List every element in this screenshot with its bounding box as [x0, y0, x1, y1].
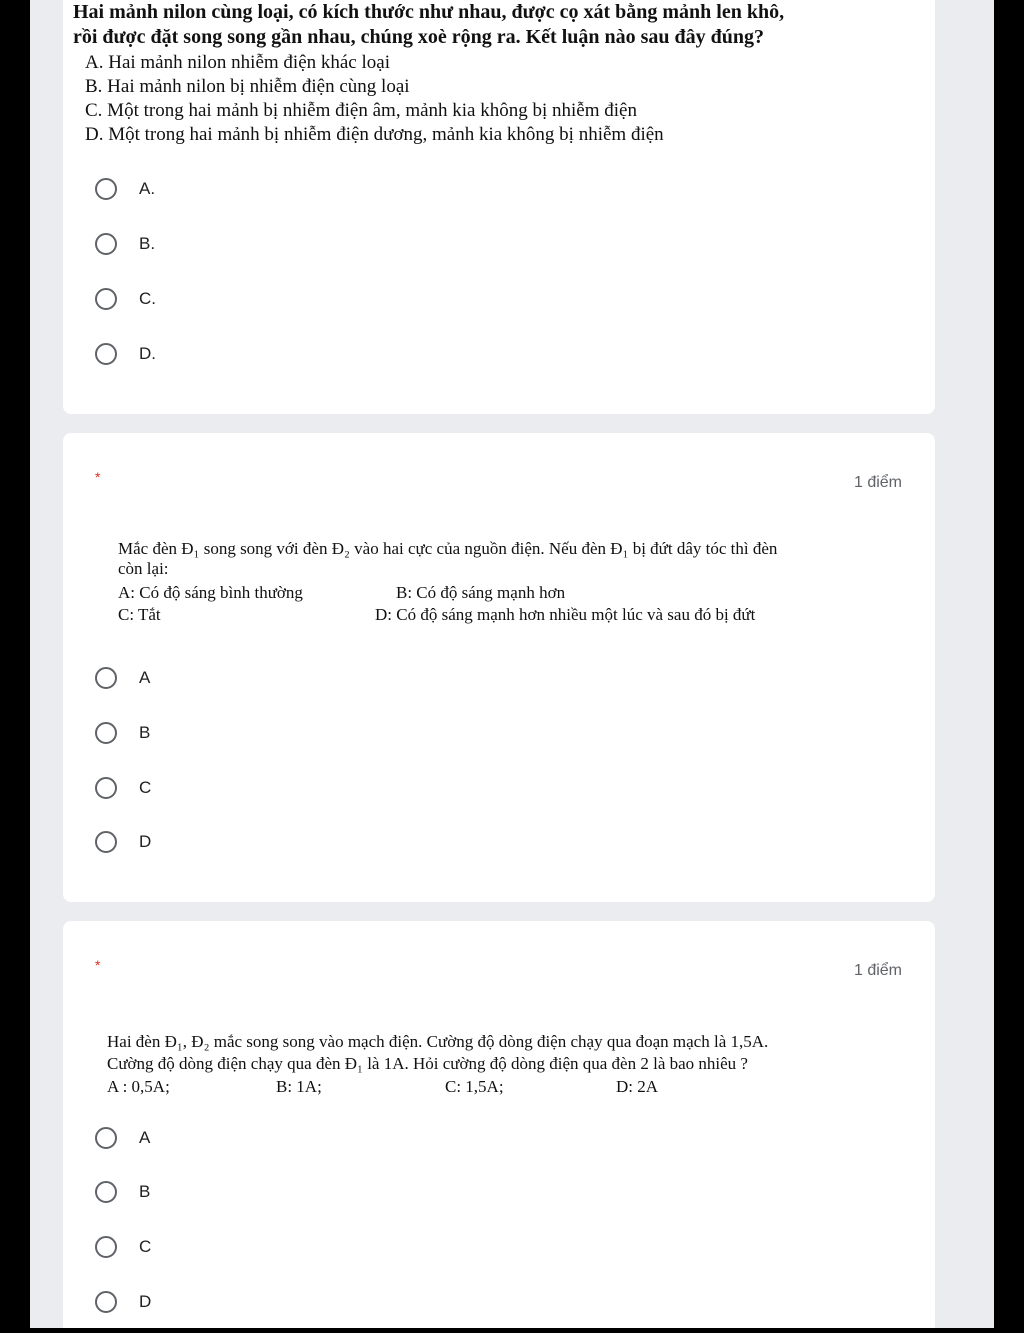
choice-text-a: A. Hai mảnh nilon nhiễm điện khác loại [85, 52, 390, 73]
option-label: D [139, 832, 152, 851]
question-card-1 [63, 0, 935, 414]
option-label: B [139, 1182, 151, 1201]
choice-text-c: C: Tắt [118, 605, 161, 624]
form-page [30, 0, 994, 1328]
choice-text-d: D. Một trong hai mảnh bị nhiễm điện dương, mảnh kia không bị nhiễm điện [85, 124, 664, 145]
radio-option-a[interactable] [95, 1123, 150, 1153]
choice-text-c: C: 1,5A; [445, 1077, 504, 1096]
radio-button[interactable] [95, 1236, 117, 1258]
choice-text-a: A: Có độ sáng bình thường [118, 583, 303, 602]
question-card-3 [63, 921, 935, 1328]
option-label: A [139, 668, 151, 687]
radio-button[interactable] [95, 1127, 117, 1149]
radio-option-c[interactable] [95, 284, 156, 314]
choice-text-b: B. Hai mảnh nilon bị nhiễm điện cùng loại [85, 76, 410, 97]
option-label: D. [139, 344, 156, 363]
question-card-2 [63, 433, 935, 902]
radio-button[interactable] [95, 777, 117, 799]
option-label: B [139, 723, 151, 742]
radio-button[interactable] [95, 722, 117, 744]
radio-option-a[interactable] [95, 663, 150, 693]
points-label: 1 điểm [853, 474, 902, 491]
radio-option-b[interactable] [95, 229, 155, 259]
option-label: C. [139, 289, 156, 308]
option-label: C [139, 778, 152, 797]
radio-button[interactable] [95, 343, 117, 365]
radio-option-c[interactable] [95, 1232, 151, 1262]
radio-button[interactable] [95, 1181, 117, 1203]
radio-button[interactable] [95, 178, 117, 200]
required-asterisk: * [95, 469, 101, 485]
radio-option-b[interactable] [95, 718, 150, 748]
radio-button[interactable] [95, 288, 117, 310]
option-label: B. [139, 234, 156, 253]
radio-option-a[interactable] [95, 174, 155, 204]
radio-option-d[interactable] [95, 827, 151, 857]
radio-option-b[interactable] [95, 1177, 150, 1207]
question-choices [85, 51, 664, 147]
option-label: A [139, 1128, 151, 1147]
radio-button[interactable] [95, 667, 117, 689]
points-label: 1 điểm [853, 962, 902, 979]
choice-text-b: B: Có độ sáng mạnh hơn [396, 583, 566, 602]
choice-text-b: B: 1A; [276, 1077, 322, 1096]
radio-option-d[interactable] [95, 339, 156, 369]
question-text: Mắc đèn Đ₁ song song với đèn Đ₂ vào hai cực của nguồn điện. Nếu đèn Đ₁ bị đứt dây tóc thì đèn còn lại: [118, 539, 778, 578]
radio-option-d[interactable] [95, 1287, 151, 1317]
option-label: C [139, 1237, 152, 1256]
choice-text-d: D: Có độ sáng mạnh hơn nhiều một lúc và sau đó bị đứt [375, 605, 756, 624]
choice-text-d: D: 2A [616, 1077, 659, 1096]
choice-text-c: C. Một trong hai mảnh bị nhiễm điện âm, mảnh kia không bị nhiễm điện [85, 100, 637, 121]
radio-button[interactable] [95, 1291, 117, 1313]
question-text: Hai mảnh nilon cùng loại, có kích thước như nhau, được cọ xát bằng mảnh len khô, rồi được đặt song song gần nhau, chúng xoè rộng ra. Kết luận nào sau đây đúng? [73, 1, 785, 48]
radio-button[interactable] [95, 233, 117, 255]
choice-text-a: A : 0,5A; [107, 1077, 170, 1096]
required-asterisk: * [95, 957, 101, 973]
radio-button[interactable] [95, 831, 117, 853]
option-label: A. [139, 179, 156, 198]
option-label: D [139, 1292, 152, 1311]
radio-option-c[interactable] [95, 773, 151, 803]
question-text: Hai đèn Đ₁, Đ₂ mắc song song vào mạch điện. Cường độ dòng điện chạy qua đoạn mạch là 1,5A. Cường độ dòng điện chạy qua đèn Đ₁ là 1A. Hỏi cường độ dòng điện qua đèn 2 là bao nhiêu ? [107, 1032, 769, 1073]
